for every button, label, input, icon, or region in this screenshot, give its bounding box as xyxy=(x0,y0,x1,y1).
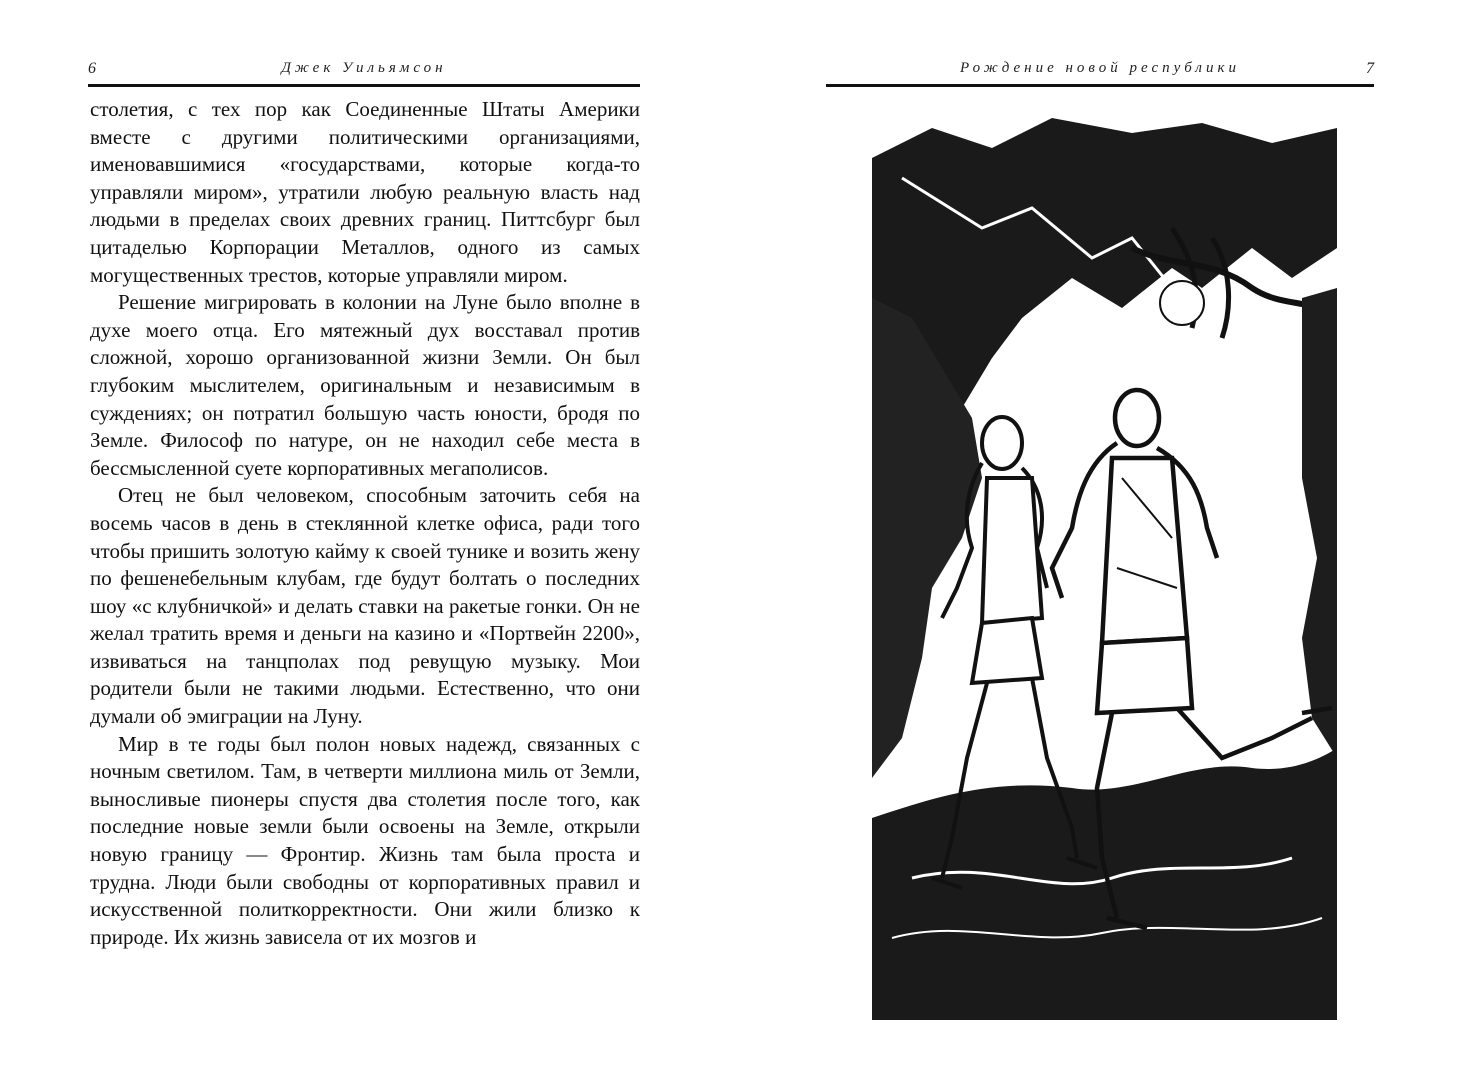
paragraph: Решение мигрировать в колонии на Луне было вполне в духе моего отца. Его мятежный дух восставал против сложной, хорошо организованной жизни Земли. Он был глубоким мыслителем, оригинальным и независимым в суждениях; он потратил большую часть юности, бродя по Земле. Философ по натуре, он не находил себе места в бессмысленной суете корпоративных мегаполисов. xyxy=(90,290,640,480)
right-running-title: Рождение новой республики xyxy=(960,60,1240,76)
left-body-text xyxy=(90,96,640,951)
running-men-illustration-icon xyxy=(872,118,1337,1020)
left-running-head xyxy=(88,60,640,84)
right-page-number: 7 xyxy=(1366,60,1374,77)
right-running-head xyxy=(826,60,1374,84)
paragraph: Отец не был человеком, способным заточить себя на восемь часов в день в стеклянной клетке офиса, ради того чтобы пришить золотую кайму к своей тунике и возить жену по фешенебельным клубам, где будут болтать о последних шоу «с клубничкой» и делать ставки на ракетые гонки. Он не желал тратить время и деньги на казино и «Портвейн 2200», извиваться на танцполах под ревущую музыку. Мои родители были не такими людьми. Естественно, что они думали об эмиграции на Луну. xyxy=(90,483,640,729)
right-header-rule xyxy=(826,84,1374,87)
left-running-title: Джек Уильямсон xyxy=(281,60,447,76)
illustration xyxy=(872,118,1337,1020)
left-page-number: 6 xyxy=(88,60,96,77)
paragraph: столетия, с тех пор как Соединенные Штаты Америки вместе с другими политическими организациями, именовавшимися «государствами, которые когда-то управляли миром», утратили любую реальную власть над людьми в пределах своих древних границ. Питтсбург был цитаделью Корпорации Металлов, одного из самых могущественных трестов, которые управляли миром. xyxy=(90,97,640,287)
paragraph: Мир в те годы был полон новых надежд, связанных с ночным светилом. Там, в четверти миллиона миль от Земли, выносливые пионеры спустя два столетия после того, как последние новые земли были освоены на Земле, открыли новую границу — Фронтир. Жизнь там была проста и трудна. Люди были свободны от корпоративных правил и искусственной политкорректности. Они жили близко к природе. Их жизнь зависела от их мозгов и xyxy=(90,731,640,949)
left-header-rule xyxy=(88,84,640,87)
left-page xyxy=(0,0,736,1080)
right-page xyxy=(736,0,1473,1080)
